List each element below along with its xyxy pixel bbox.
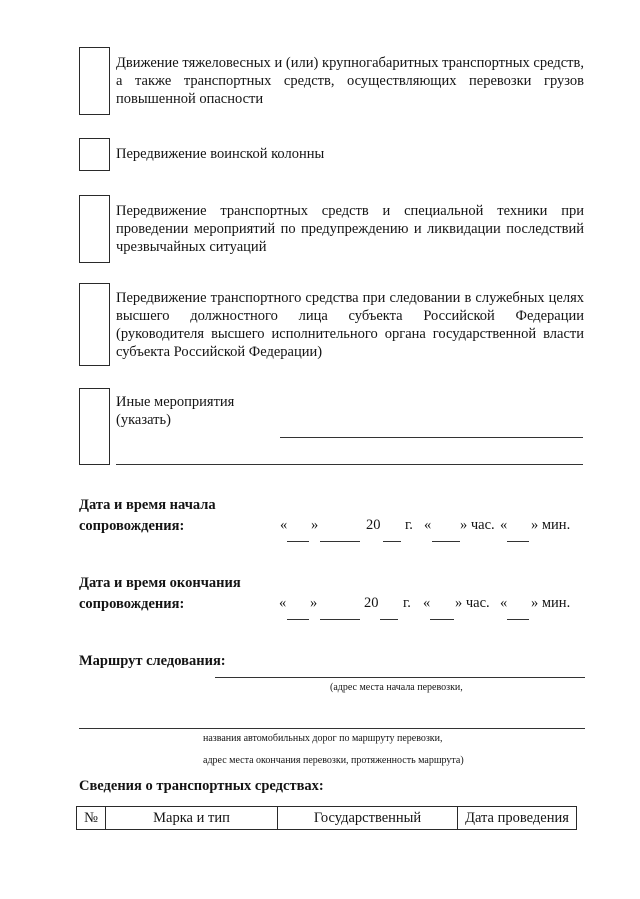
start-day-open-quote: « — [280, 517, 288, 533]
end-hour-open-quote: « — [423, 595, 431, 611]
start-label-line1: Дата и время начала — [79, 497, 216, 513]
end-hour-close: » час. — [455, 595, 490, 611]
vehicles-table-header-row — [77, 807, 577, 830]
end-year-field[interactable] — [380, 619, 398, 620]
option-other-events-line1: Иные мероприятия — [116, 394, 235, 410]
checkbox-heavy-transport[interactable] — [79, 47, 110, 115]
start-hour-field[interactable] — [432, 541, 460, 542]
vehicles-table — [76, 806, 577, 830]
start-year-prefix: 20 — [366, 517, 381, 533]
end-minute-field[interactable] — [507, 619, 529, 620]
col-make-type-header: Марка и тип — [106, 807, 278, 830]
start-min-close: » мин. — [531, 517, 571, 533]
checkbox-other-events[interactable] — [79, 388, 110, 465]
start-datetime-label — [79, 496, 216, 536]
start-day-field[interactable] — [287, 541, 309, 542]
end-label-line1: Дата и время окончания — [79, 575, 241, 591]
end-min-close: » мин. — [531, 595, 571, 611]
checkbox-military-convoy[interactable] — [79, 138, 110, 171]
option-heavy-transport-text: Движение тяжеловесных и (или) крупногабаритных транспортных средств, а также транспортных средств, осуществляющих перевозки грузов повышенной опасности — [116, 55, 584, 107]
start-year-suffix: г. — [405, 517, 413, 533]
start-min-open-quote: « — [500, 517, 508, 533]
checkbox-emergency[interactable] — [79, 195, 110, 263]
option-other-events-text — [116, 393, 316, 429]
end-hour-field[interactable] — [430, 619, 454, 620]
start-hour-open-quote: « — [424, 517, 432, 533]
route-start-field[interactable] — [215, 677, 585, 678]
checkbox-official-vehicle[interactable] — [79, 283, 110, 366]
start-year-field[interactable] — [383, 541, 401, 542]
end-year-suffix: г. — [403, 595, 411, 611]
option-official-vehicle-text: Передвижение транспортного средства при следовании в служебных целях высшего должностного лица субъекта Российской Федерации (руководителя высшего исполнительного органа государственной власти субъекта Российской Федерации) — [116, 290, 584, 360]
end-day-field[interactable] — [287, 619, 309, 620]
vehicles-heading: Сведения о транспортных средствах: — [79, 778, 324, 794]
end-month-field[interactable] — [320, 619, 360, 620]
route-end-caption: адрес места окончания перевозки, протяженность маршрута) — [203, 755, 464, 766]
option-military-convoy-text: Передвижение воинской колонны — [116, 146, 325, 162]
start-minute-field[interactable] — [507, 541, 529, 542]
end-day-close-quote: » — [310, 595, 318, 611]
start-day-close-quote: » — [311, 517, 319, 533]
route-roads-field[interactable] — [79, 728, 585, 729]
route-label: Маршрут следования: — [79, 653, 226, 669]
route-start-caption: (адрес места начала перевозки, — [330, 682, 463, 693]
end-year-prefix: 20 — [364, 595, 379, 611]
route-roads-caption: названия автомобильных дорог по маршруту перевозки, — [203, 733, 443, 744]
other-events-field-line2[interactable] — [116, 464, 583, 465]
col-number-header: № — [77, 807, 106, 830]
other-events-field-line1[interactable] — [280, 437, 583, 438]
option-other-events-line2: (указать) — [116, 412, 171, 428]
col-reg-number-header: Государственный — [278, 807, 458, 830]
start-hour-close: » час. — [460, 517, 495, 533]
option-emergency-text: Передвижение транспортных средств и специальной техники при проведении мероприятий по предупреждению и ликвидации последствий чрезвычайных ситуаций — [116, 203, 584, 255]
start-label-line2: сопровождения: — [79, 518, 185, 534]
end-min-open-quote: « — [500, 595, 508, 611]
end-day-open-quote: « — [279, 595, 287, 611]
start-month-field[interactable] — [320, 541, 360, 542]
col-inspection-date-header: Дата проведения — [458, 807, 577, 830]
end-label-line2: сопровождения: — [79, 596, 185, 612]
end-datetime-label — [79, 574, 241, 614]
